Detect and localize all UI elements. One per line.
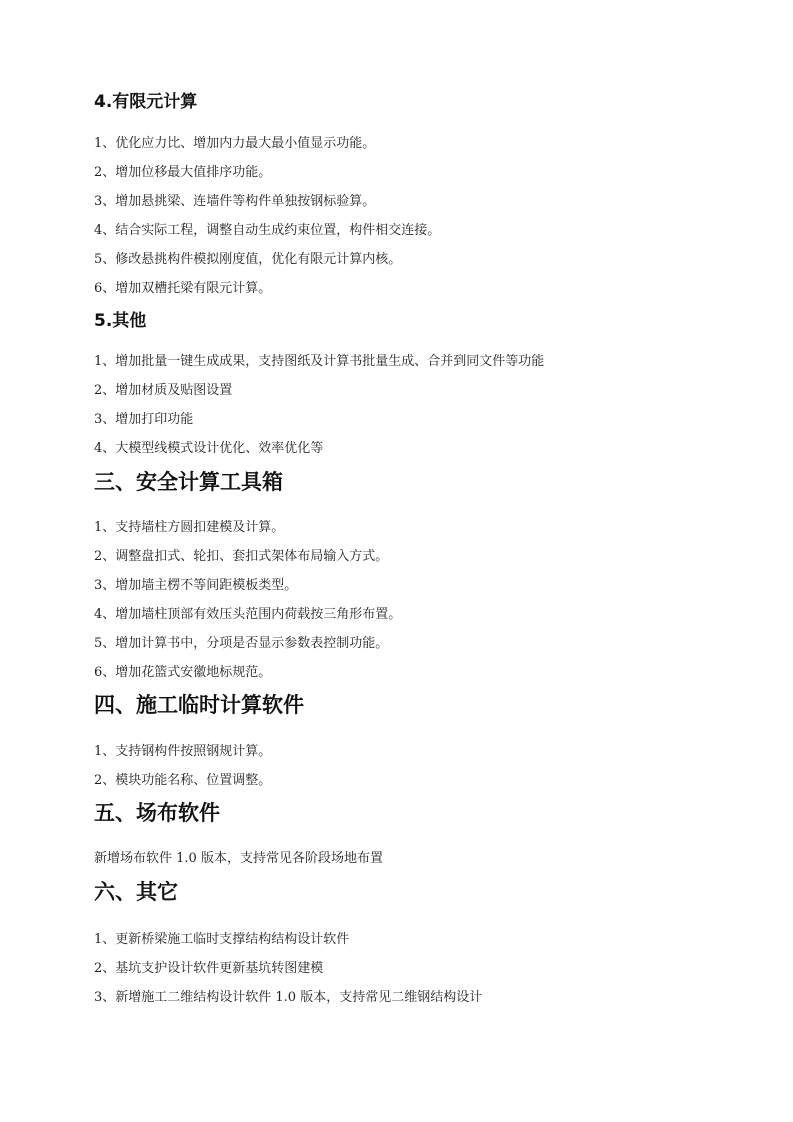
section-heading-temporary-construction: 四、施工临时计算软件 <box>94 693 304 717</box>
list-item: 1、优化应力比、增加内力最大最小值显示功能。 <box>94 136 376 151</box>
list-item: 2、增加材质及贴图设置 <box>94 383 233 398</box>
list-item: 3、增加墙主楞不等间距模板类型。 <box>94 578 298 593</box>
list-item: 3、增加打印功能 <box>94 412 194 427</box>
list-item: 2、增加位移最大值排序功能。 <box>94 165 272 180</box>
list-item: 1、更新桥梁施工临时支撑结构结构设计软件 <box>94 932 350 947</box>
section-heading-safety-toolbox: 三、安全计算工具箱 <box>94 470 283 494</box>
list-item: 2、模块功能名称、位置调整。 <box>94 773 272 788</box>
list-item: 4、大模型线模式设计优化、效率优化等 <box>94 441 324 456</box>
section-heading-other: 5.其他 <box>94 311 147 331</box>
list-item: 5、修改悬挑构件模拟刚度值，优化有限元计算内核。 <box>94 252 402 267</box>
list-item: 4、结合实际工程，调整自动生成约束位置，构件相交连接。 <box>94 223 441 238</box>
list-item: 4、增加墙柱顶部有效压头范围内荷载按三角形布置。 <box>94 607 402 622</box>
section-heading-fem: 4.有限元计算 <box>94 92 198 112</box>
list-item: 5、增加计算书中，分项是否显示参数表控制功能。 <box>94 636 389 651</box>
list-item: 3、增加悬挑梁、连墙件等构件单独按钢标验算。 <box>94 194 376 209</box>
list-item: 6、增加花篮式安徽地标规范。 <box>94 665 272 680</box>
list-item: 2、基坑支护设计软件更新基坑转图建模 <box>94 961 324 976</box>
section-heading-misc: 六、其它 <box>94 880 178 904</box>
section-heading-site-layout: 五、场布软件 <box>94 801 220 825</box>
list-item: 1、支持钢构件按照钢规计算。 <box>94 744 272 759</box>
list-item: 2、调整盘扣式、轮扣、套扣式架体布局输入方式。 <box>94 549 389 564</box>
list-item: 6、增加双槽托梁有限元计算。 <box>94 281 272 296</box>
list-item: 新增场布软件 1.0 版本，支持常见各阶段场地布置 <box>94 851 383 866</box>
list-item: 3、新增施工二维结构设计软件 1.0 版本，支持常见二维钢结构设计 <box>94 990 483 1005</box>
list-item: 1、支持墙柱方圆扣建模及计算。 <box>94 520 285 535</box>
list-item: 1、增加批量一键生成成果，支持图纸及计算书批量生成、合并到同文件等功能 <box>94 354 545 369</box>
